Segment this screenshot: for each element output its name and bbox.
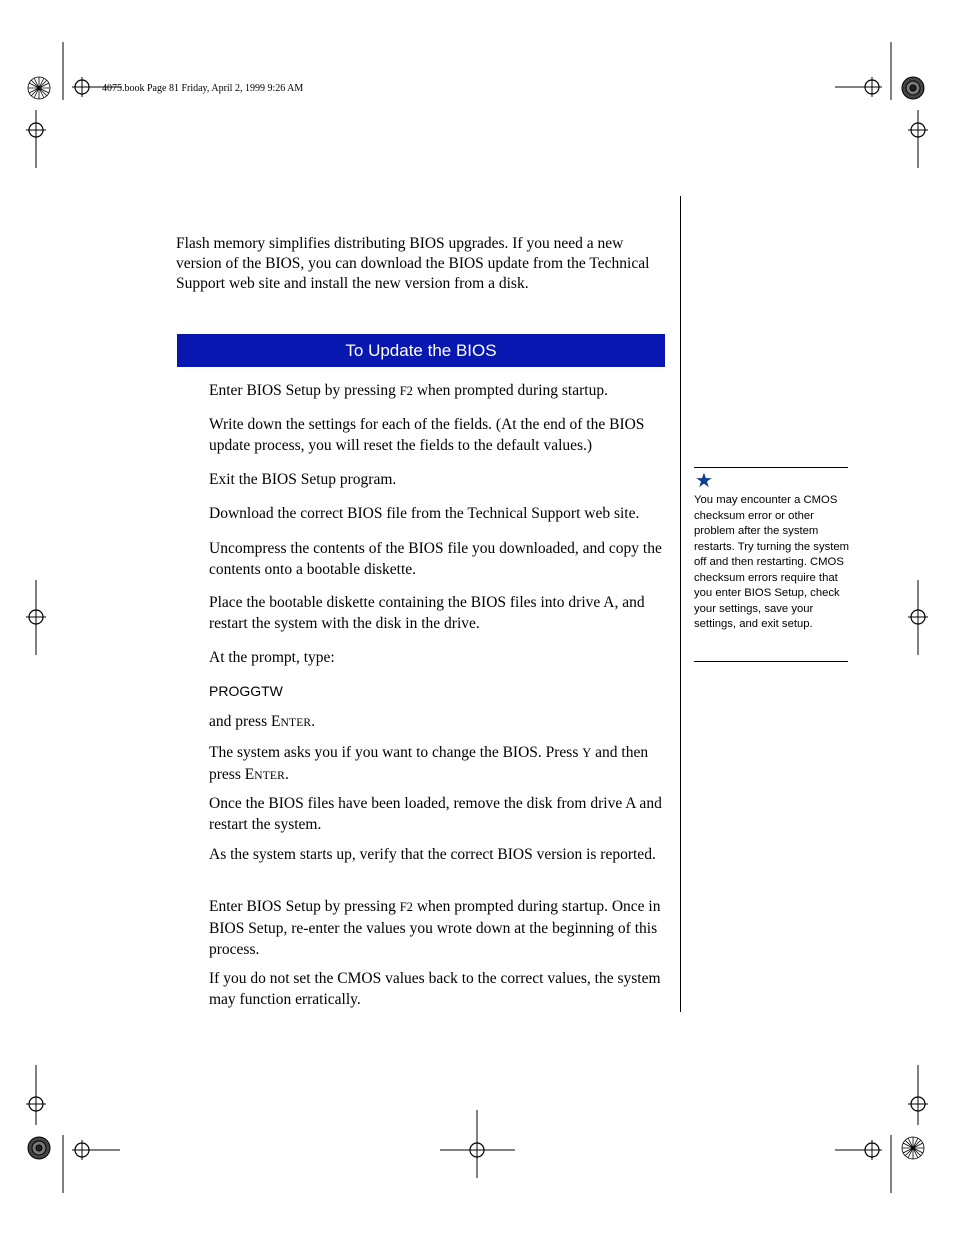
step-7: At the prompt, type: [209,649,335,666]
command-code: PROGGTW [209,683,283,699]
step-4: Download the correct BIOS file from the Technical Support web site. [209,505,640,522]
key-f2: F2 [399,384,413,398]
step-12: Enter BIOS Setup by pressing F2 when prompted during startup. Once in BIOS Setup, re-enter the values you wrote down at the beginning of this process. [209,898,661,958]
step-2: Write down the settings for each of the fields. (At the end of the BIOS update process, you will reset the fields to the default values.) [209,416,645,454]
print-header: 4075.book Page 81 Friday, April 2, 1999 9:26 AM [102,83,304,94]
section-heading-bar [177,334,665,367]
step-5: Uncompress the contents of the BIOS file you downloaded, and copy the contents onto a bootable diskette. [209,540,662,578]
note-bottom-rule [694,661,848,662]
step-11: As the system starts up, verify that the correct BIOS version is reported. [209,846,656,863]
key-y: Y [582,746,592,760]
step-8: and press ENTER. [209,713,316,730]
step-10: Once the BIOS files have been loaded, remove the disk from drive A and restart the system. [209,795,662,833]
step-9: The system asks you if you want to change the BIOS. Press Y and then press ENTER. [209,744,649,783]
intro-paragraph: Flash memory simplifies distributing BIOS upgrades. If you need a new version of the BIOS, you can download the BIOS update from the Technical Support web site and install the new version from a disk. [176,235,650,292]
section-title: To Update the BIOS [345,340,497,360]
key-enter: ENTER [271,713,312,730]
step-13: If you do not set the CMOS values back to the correct values, the system may function erratically. [209,970,661,1008]
step-3: Exit the BIOS Setup program. [209,471,397,488]
step-1: Enter BIOS Setup by pressing F2 when prompted during startup. [209,382,608,399]
side-note-text: You may encounter a CMOS checksum error or other problem after the system restarts. Try turning the system off and then restarting. CMOS checksum errors require that you enter BIOS Setup, check your settings, save your settings, and exit setup. [694,494,850,630]
step-6: Place the bootable diskette containing the BIOS files into drive A, and restart the system with the disk in the drive. [209,594,645,632]
key-enter: ENTER [244,766,286,783]
star-icon: ★ [695,468,713,492]
column-divider [680,196,681,1012]
note-top-rule [694,467,848,468]
key-f2: F2 [399,900,413,914]
